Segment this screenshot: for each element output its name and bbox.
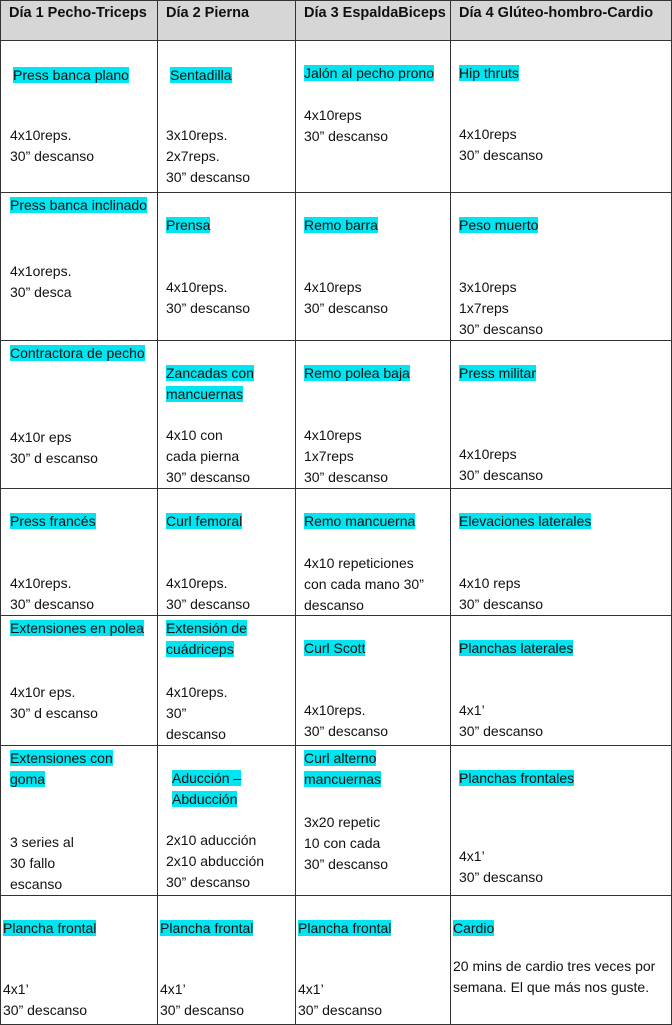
exercise-name: Plancha frontal xyxy=(3,920,97,936)
header-day-2: Día 2 Pierna xyxy=(158,1,296,41)
header-day-4: Día 4 Glúteo-hombro-Cardio xyxy=(451,1,672,41)
exercise-name: Remo mancuerna xyxy=(304,513,416,529)
exercise-detail: 4x1’ 30” descanso xyxy=(298,981,383,1018)
table-cell xyxy=(1,616,158,746)
exercise-detail: 4x1’ 30” descanso xyxy=(3,981,88,1018)
exercise-detail: 4x10reps 30” descanso xyxy=(459,126,544,163)
exercise-detail: 4x1oreps. 30” desca xyxy=(10,263,72,300)
exercise-name: Remo polea baja xyxy=(304,365,410,381)
table-cell xyxy=(451,489,672,616)
exercise-detail: 4x10reps 30” descanso xyxy=(304,279,389,316)
table-cell xyxy=(296,41,451,193)
table-row xyxy=(1,193,672,341)
exercise-detail: 3x10reps 1x7reps 30” descanso xyxy=(459,279,544,337)
exercise-detail: 3x10reps. 2x7reps. 30” descanso xyxy=(166,127,251,185)
table-row xyxy=(1,616,672,746)
exercise-detail: 4x10reps. 30” descanso xyxy=(304,702,389,739)
exercise-name: Curl Scott xyxy=(304,640,366,656)
table-cell xyxy=(451,341,672,489)
table-cell xyxy=(296,746,451,896)
exercise-name: Curl femoral xyxy=(166,513,243,529)
table-row xyxy=(1,341,672,489)
table-cell xyxy=(296,896,451,1025)
exercise-detail: 4x10r eps. 30” d escanso xyxy=(10,684,98,721)
exercise-name: Zancadas con mancuernas xyxy=(166,365,254,402)
table-cell xyxy=(451,193,672,341)
exercise-name: Hip thruts xyxy=(459,65,519,81)
table-cell xyxy=(451,41,672,193)
table-cell xyxy=(1,896,158,1025)
exercise-name: Press banca inclinado xyxy=(10,197,147,213)
table-cell xyxy=(158,193,296,341)
table-cell xyxy=(158,341,296,489)
header-day-1: Día 1 Pecho-Triceps xyxy=(1,1,158,41)
exercise-name: Extensiones en polea xyxy=(10,620,144,636)
table-cell xyxy=(1,193,158,341)
exercise-detail: 4x10reps. 30” descanso xyxy=(166,575,251,612)
table-cell xyxy=(158,41,296,193)
table-row xyxy=(1,41,672,193)
table-cell xyxy=(158,746,296,896)
exercise-detail: 4x1’ 30” descanso xyxy=(459,848,544,885)
exercise-name: Jalón al pecho prono xyxy=(304,65,434,81)
table-row xyxy=(1,489,672,616)
exercise-name: Extensiones con goma xyxy=(10,750,113,787)
table-row xyxy=(1,896,672,1025)
table-cell xyxy=(158,489,296,616)
exercise-detail: 4x10r eps 30” d escanso xyxy=(10,429,98,466)
header-day-3: Día 3 EspaldaBiceps xyxy=(296,1,451,41)
exercise-name: Sentadilla xyxy=(170,67,232,83)
exercise-name: Plancha frontal xyxy=(160,920,254,936)
exercise-name: Plancha frontal xyxy=(298,920,392,936)
exercise-name: Prensa xyxy=(166,217,211,233)
exercise-detail: 4x10reps. 30” descanso xyxy=(166,684,228,742)
table-cell xyxy=(296,489,451,616)
table-cell xyxy=(451,896,672,1025)
exercise-name: Cardio xyxy=(453,920,495,936)
table-cell xyxy=(296,193,451,341)
header-row xyxy=(1,1,672,41)
exercise-name: Peso muerto xyxy=(459,217,539,233)
exercise-detail: 4x10reps 30” descanso xyxy=(304,107,389,144)
table-cell xyxy=(1,746,158,896)
exercise-name: Press banca plano xyxy=(13,67,129,83)
table-cell xyxy=(1,489,158,616)
exercise-detail: 4x10reps. 30” descanso xyxy=(10,127,95,164)
exercise-detail: 4x10reps. 30” descanso xyxy=(10,575,95,612)
table-cell xyxy=(451,746,672,896)
exercise-detail: 4x1’ 30” descanso xyxy=(459,702,544,739)
exercise-detail: 4x10 repeticiones con cada mano 30” descanso xyxy=(304,555,424,613)
exercise-detail: 4x10 con cada pierna 30” descanso xyxy=(166,427,251,485)
exercise-detail: 20 mins de cardio tres veces por semana. El que más nos guste. xyxy=(453,958,656,995)
exercise-name: Elevaciones laterales xyxy=(459,513,592,529)
table-row xyxy=(1,746,672,896)
table-cell xyxy=(296,341,451,489)
exercise-detail: 4x10reps. 30” descanso xyxy=(166,279,251,316)
exercise-detail: 4x10reps 1x7reps 30” descanso xyxy=(304,427,389,485)
exercise-detail: 4x10 reps 30” descanso xyxy=(459,575,544,612)
exercise-detail: 2x10 aducción 2x10 abducción 30” descanso xyxy=(166,832,265,890)
exercise-detail: 4x10reps 30” descanso xyxy=(459,446,544,483)
table-cell xyxy=(451,616,672,746)
table-cell xyxy=(158,896,296,1025)
exercise-name: Curl alterno mancuernas xyxy=(304,750,382,787)
exercise-name: Extensión de cuádriceps xyxy=(166,620,247,657)
exercise-name: Press militar xyxy=(459,365,537,381)
exercise-name: Contractora de pecho xyxy=(10,345,145,361)
exercise-name: Aducción – Abducción xyxy=(172,770,242,807)
exercise-detail: 3 series al 30 fallo escanso xyxy=(10,834,74,892)
exercise-name: Press francés xyxy=(10,513,96,529)
exercise-detail: 3x20 repetic 10 con cada 30” descanso xyxy=(304,814,389,872)
table-cell xyxy=(1,341,158,489)
table-cell xyxy=(158,616,296,746)
table-cell xyxy=(296,616,451,746)
exercise-detail: 4x1’ 30” descanso xyxy=(160,981,245,1018)
exercise-name: Remo barra xyxy=(304,217,378,233)
exercise-name: Planchas frontales xyxy=(459,770,575,786)
exercise-name: Planchas laterales xyxy=(459,640,574,656)
table-cell xyxy=(1,41,158,193)
